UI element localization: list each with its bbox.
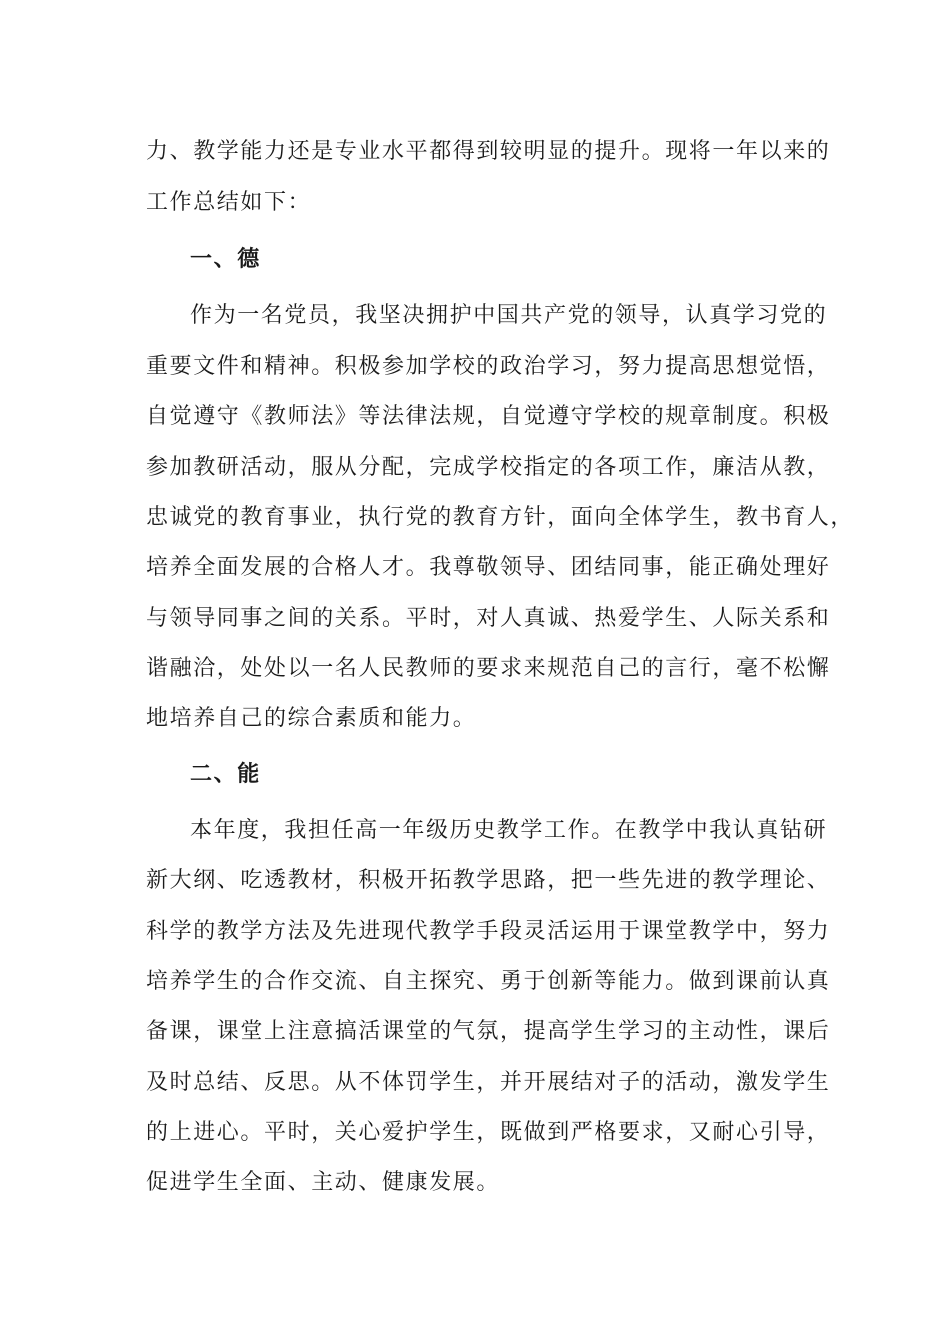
section-heading-de: 一、德 — [190, 246, 261, 272]
text-line: 与领导同事之间的关系。平时，对人真诚、热爱学生、人际关系和 — [146, 606, 831, 631]
text-line: 忠诚党的教育事业，执行党的教育方针，面向全体学生，教书育人， — [146, 505, 855, 530]
text-line: 自觉遵守《教师法》等法律法规，自觉遵守学校的规章制度。积极 — [146, 404, 831, 429]
text-line: 促进学生全面、主动、健康发展。 — [146, 1170, 501, 1195]
text-line: 地培养自己的综合素质和能力。 — [146, 706, 477, 731]
text-line: 的上进心。平时，关心爱护学生，既做到严格要求，又耐心引导， — [146, 1120, 831, 1145]
section-heading-neng: 二、能 — [190, 761, 261, 787]
text-line: 重要文件和精神。积极参加学校的政治学习，努力提高思想觉悟， — [146, 354, 831, 379]
text-line: 力、教学能力还是专业水平都得到较明显的提升。现将一年以来的 — [146, 139, 831, 164]
text-line: 科学的教学方法及先进现代教学手段灵活运用于课堂教学中，努力 — [146, 919, 831, 944]
text-line: 本年度，我担任高一年级历史教学工作。在教学中我认真钻研 — [190, 818, 828, 843]
text-line: 工作总结如下： — [146, 190, 312, 215]
text-line: 参加教研活动，服从分配，完成学校指定的各项工作，廉洁从教， — [146, 455, 831, 480]
text-line: 培养学生的合作交流、自主探究、勇于创新等能力。做到课前认真 — [146, 969, 831, 994]
text-line: 作为一名党员，我坚决拥护中国共产党的领导，认真学习党的 — [190, 303, 828, 328]
text-line: 备课，课堂上注意搞活课堂的气氛，提高学生学习的主动性，课后 — [146, 1019, 831, 1044]
text-line: 培养全面发展的合格人才。我尊敬领导、团结同事，能正确处理好 — [146, 555, 831, 580]
text-line: 谐融洽，处处以一名人民教师的要求来规范自己的言行，毫不松懈 — [146, 656, 831, 681]
text-line: 新大纲、吃透教材，积极开拓教学思路，把一些先进的教学理论、 — [146, 868, 831, 893]
text-line: 及时总结、反思。从不体罚学生，并开展结对子的活动，激发学生 — [146, 1070, 831, 1095]
